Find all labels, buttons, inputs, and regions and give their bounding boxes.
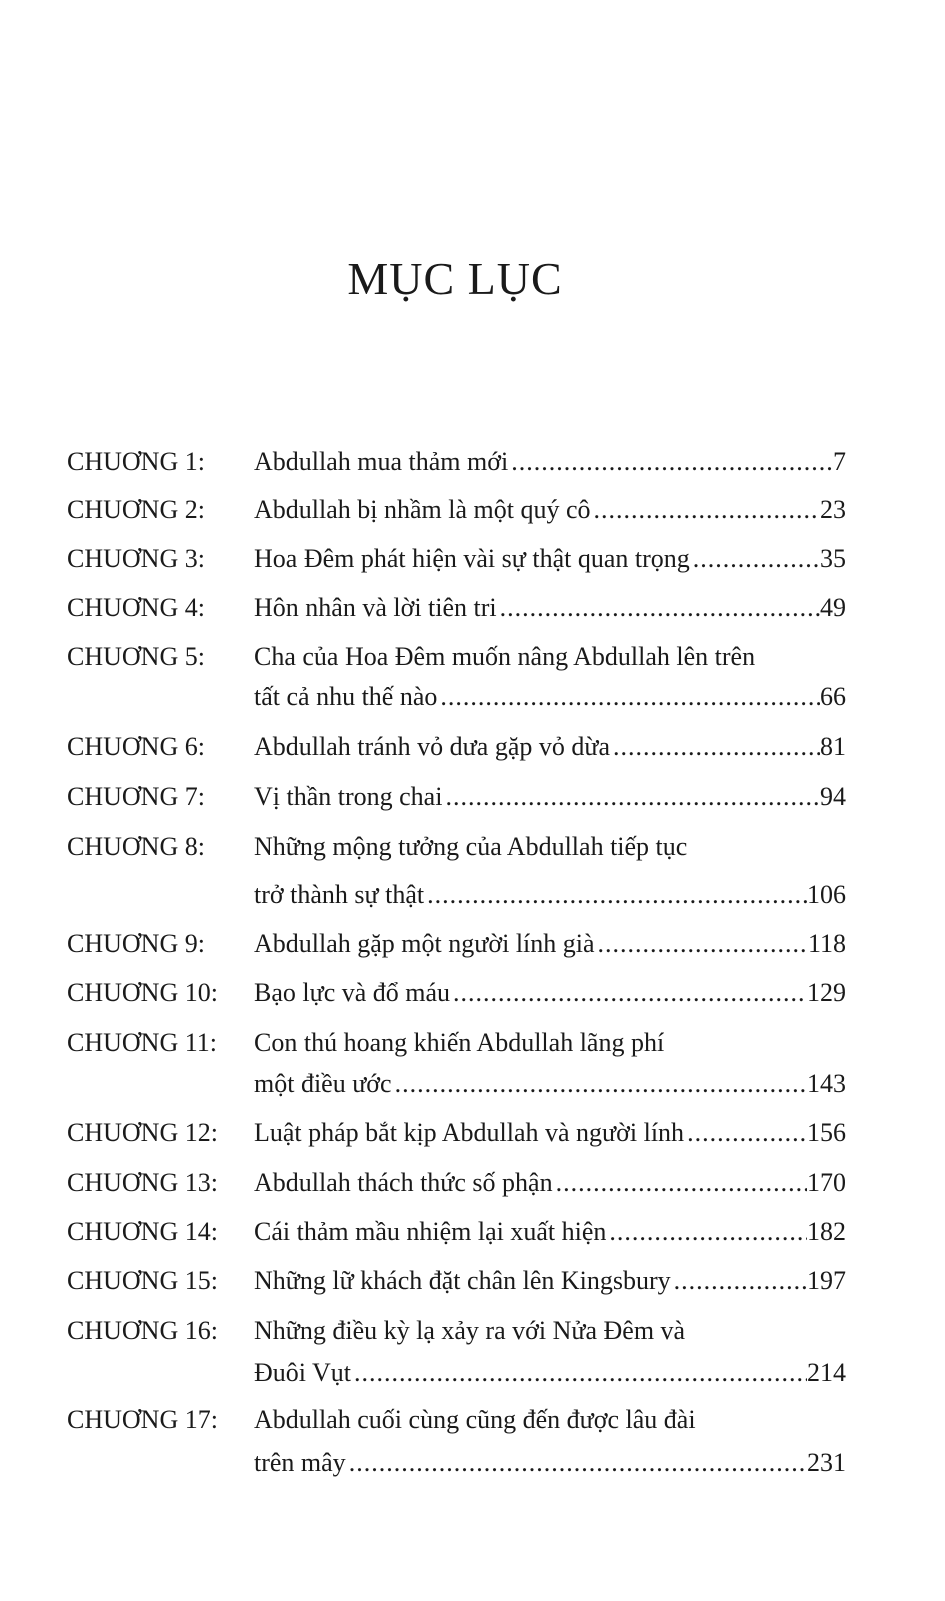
dot-leader: [687, 1116, 807, 1150]
dot-leader: [511, 445, 833, 479]
chapter-title: Những lữ khách đặt chân lên Kingsbury: [254, 1266, 671, 1295]
chapter-label: CHUƠNG 9:: [67, 929, 205, 958]
dot-leader: [598, 927, 808, 961]
toc-entry: [0, 780, 945, 814]
chapter-title: Hoa Đêm phát hiện vài sự thật quan trọng: [254, 544, 690, 573]
chapter-label: CHUƠNG 17:: [67, 1405, 218, 1434]
dot-leader: [349, 1446, 807, 1480]
toc-entry: [0, 445, 945, 479]
page-number: 129: [807, 978, 846, 1007]
page-number: 7: [833, 447, 846, 476]
dot-leader: [609, 1215, 807, 1249]
chapter-title: Abdullah tránh vỏ dưa gặp vỏ dừa: [254, 732, 610, 761]
toc-entry: [0, 927, 945, 961]
chapter-title: Bạo lực và đổ máu: [254, 978, 451, 1007]
chapter-title: Cái thảm mầu nhiệm lại xuất hiện: [254, 1217, 607, 1246]
page-number: 214: [807, 1358, 846, 1387]
page-number: 156: [807, 1118, 846, 1147]
chapter-label: CHUƠNG 15:: [67, 1266, 218, 1295]
chapter-label: CHUƠNG 4:: [67, 593, 205, 622]
chapter-label: CHUƠNG 8:: [67, 832, 205, 861]
chapter-label: CHUƠNG 7:: [67, 782, 205, 811]
toc-entry: [0, 493, 945, 527]
page-number: 49: [820, 593, 846, 622]
page-number: 170: [807, 1168, 846, 1197]
toc-entry: [0, 1215, 945, 1249]
chapter-label: CHUƠNG 10:: [67, 978, 218, 1007]
toc-entry: [0, 830, 945, 864]
dot-leader: [613, 730, 820, 764]
dot-leader: [594, 493, 820, 527]
chapter-title: Con thú hoang khiến Abdullah lãng phí: [254, 1028, 665, 1057]
page-number: 35: [820, 544, 846, 573]
chapter-title: một điều ước: [254, 1069, 392, 1098]
chapter-label: CHUƠNG 5:: [67, 642, 205, 671]
chapter-title: Luật pháp bắt kịp Abdullah và người lính: [254, 1118, 685, 1147]
chapter-title: Những mộng tưởng của Abdullah tiếp tục: [254, 832, 688, 861]
page-number: 81: [820, 732, 846, 761]
chapter-title: Vị thần trong chai: [254, 782, 443, 811]
toc-entry: [0, 730, 945, 764]
dot-leader: [427, 878, 807, 912]
page-number: 23: [820, 495, 846, 524]
chapter-title: Hôn nhân và lời tiên tri: [254, 593, 497, 622]
page-number: 143: [807, 1069, 846, 1098]
toc-entry: [0, 591, 945, 625]
dot-leader: [693, 542, 820, 576]
dot-leader: [445, 780, 820, 814]
chapter-title: Abdullah thách thức số phận: [254, 1168, 553, 1197]
chapter-title: Những điều kỳ lạ xảy ra với Nửa Đêm và: [254, 1316, 686, 1345]
dot-leader: [556, 1166, 807, 1200]
dot-leader: [674, 1264, 807, 1298]
chapter-title: Abdullah bị nhầm là một quý cô: [254, 495, 591, 524]
page-number: 197: [807, 1266, 846, 1295]
page-number: 66: [820, 682, 846, 711]
page-number: 106: [807, 880, 846, 909]
chapter-label: CHUƠNG 11:: [67, 1028, 217, 1057]
chapter-title: tất cả nhu thế nào: [254, 682, 438, 711]
toc-entry: [0, 1314, 945, 1348]
chapter-label: CHUƠNG 1:: [67, 447, 205, 476]
toc-entry: [0, 976, 945, 1010]
chapter-label: CHUƠNG 12:: [67, 1118, 218, 1147]
toc-entry: [0, 542, 945, 576]
toc-entry: [0, 1026, 945, 1060]
chapter-label: CHUƠNG 3:: [67, 544, 205, 573]
page-title: MỤC LỤC: [347, 253, 563, 304]
toc-entry: [0, 1116, 945, 1150]
toc-entry: [0, 1166, 945, 1200]
chapter-title: trên mây: [254, 1448, 346, 1477]
page-number: 118: [807, 929, 846, 958]
chapter-title: Abdullah gặp một người lính già: [254, 929, 595, 958]
toc-entry: [0, 1264, 945, 1298]
chapter-label: CHUƠNG 14:: [67, 1217, 218, 1246]
chapter-title: Abdullah cuối cùng cũng đến được lâu đài: [254, 1405, 696, 1434]
toc-entry: [0, 680, 945, 714]
dot-leader: [395, 1067, 807, 1101]
chapter-title: trở thành sự thật: [254, 880, 425, 909]
toc-entry: [0, 1403, 945, 1437]
toc-entry: [0, 1067, 945, 1101]
toc-entry: [0, 878, 945, 912]
toc-entry: [0, 1446, 945, 1480]
dot-leader: [354, 1356, 807, 1390]
chapter-label: CHUƠNG 6:: [67, 732, 205, 761]
chapter-title: Đuôi Vụt: [254, 1358, 352, 1387]
chapter-title: Abdullah mua thảm mới: [254, 447, 509, 476]
page-number: 182: [807, 1217, 846, 1246]
page-number: 94: [820, 782, 846, 811]
dot-leader: [500, 591, 820, 625]
page-number: 231: [807, 1448, 846, 1477]
toc-entry: [0, 640, 945, 674]
toc-entry: [0, 1356, 945, 1390]
chapter-label: CHUƠNG 2:: [67, 495, 205, 524]
chapter-title: Cha của Hoa Đêm muốn nâng Abdullah lên trên: [254, 642, 756, 671]
chapter-label: CHUƠNG 16:: [67, 1316, 218, 1345]
dot-leader: [440, 680, 820, 714]
dot-leader: [453, 976, 807, 1010]
chapter-label: CHUƠNG 13:: [67, 1168, 218, 1197]
